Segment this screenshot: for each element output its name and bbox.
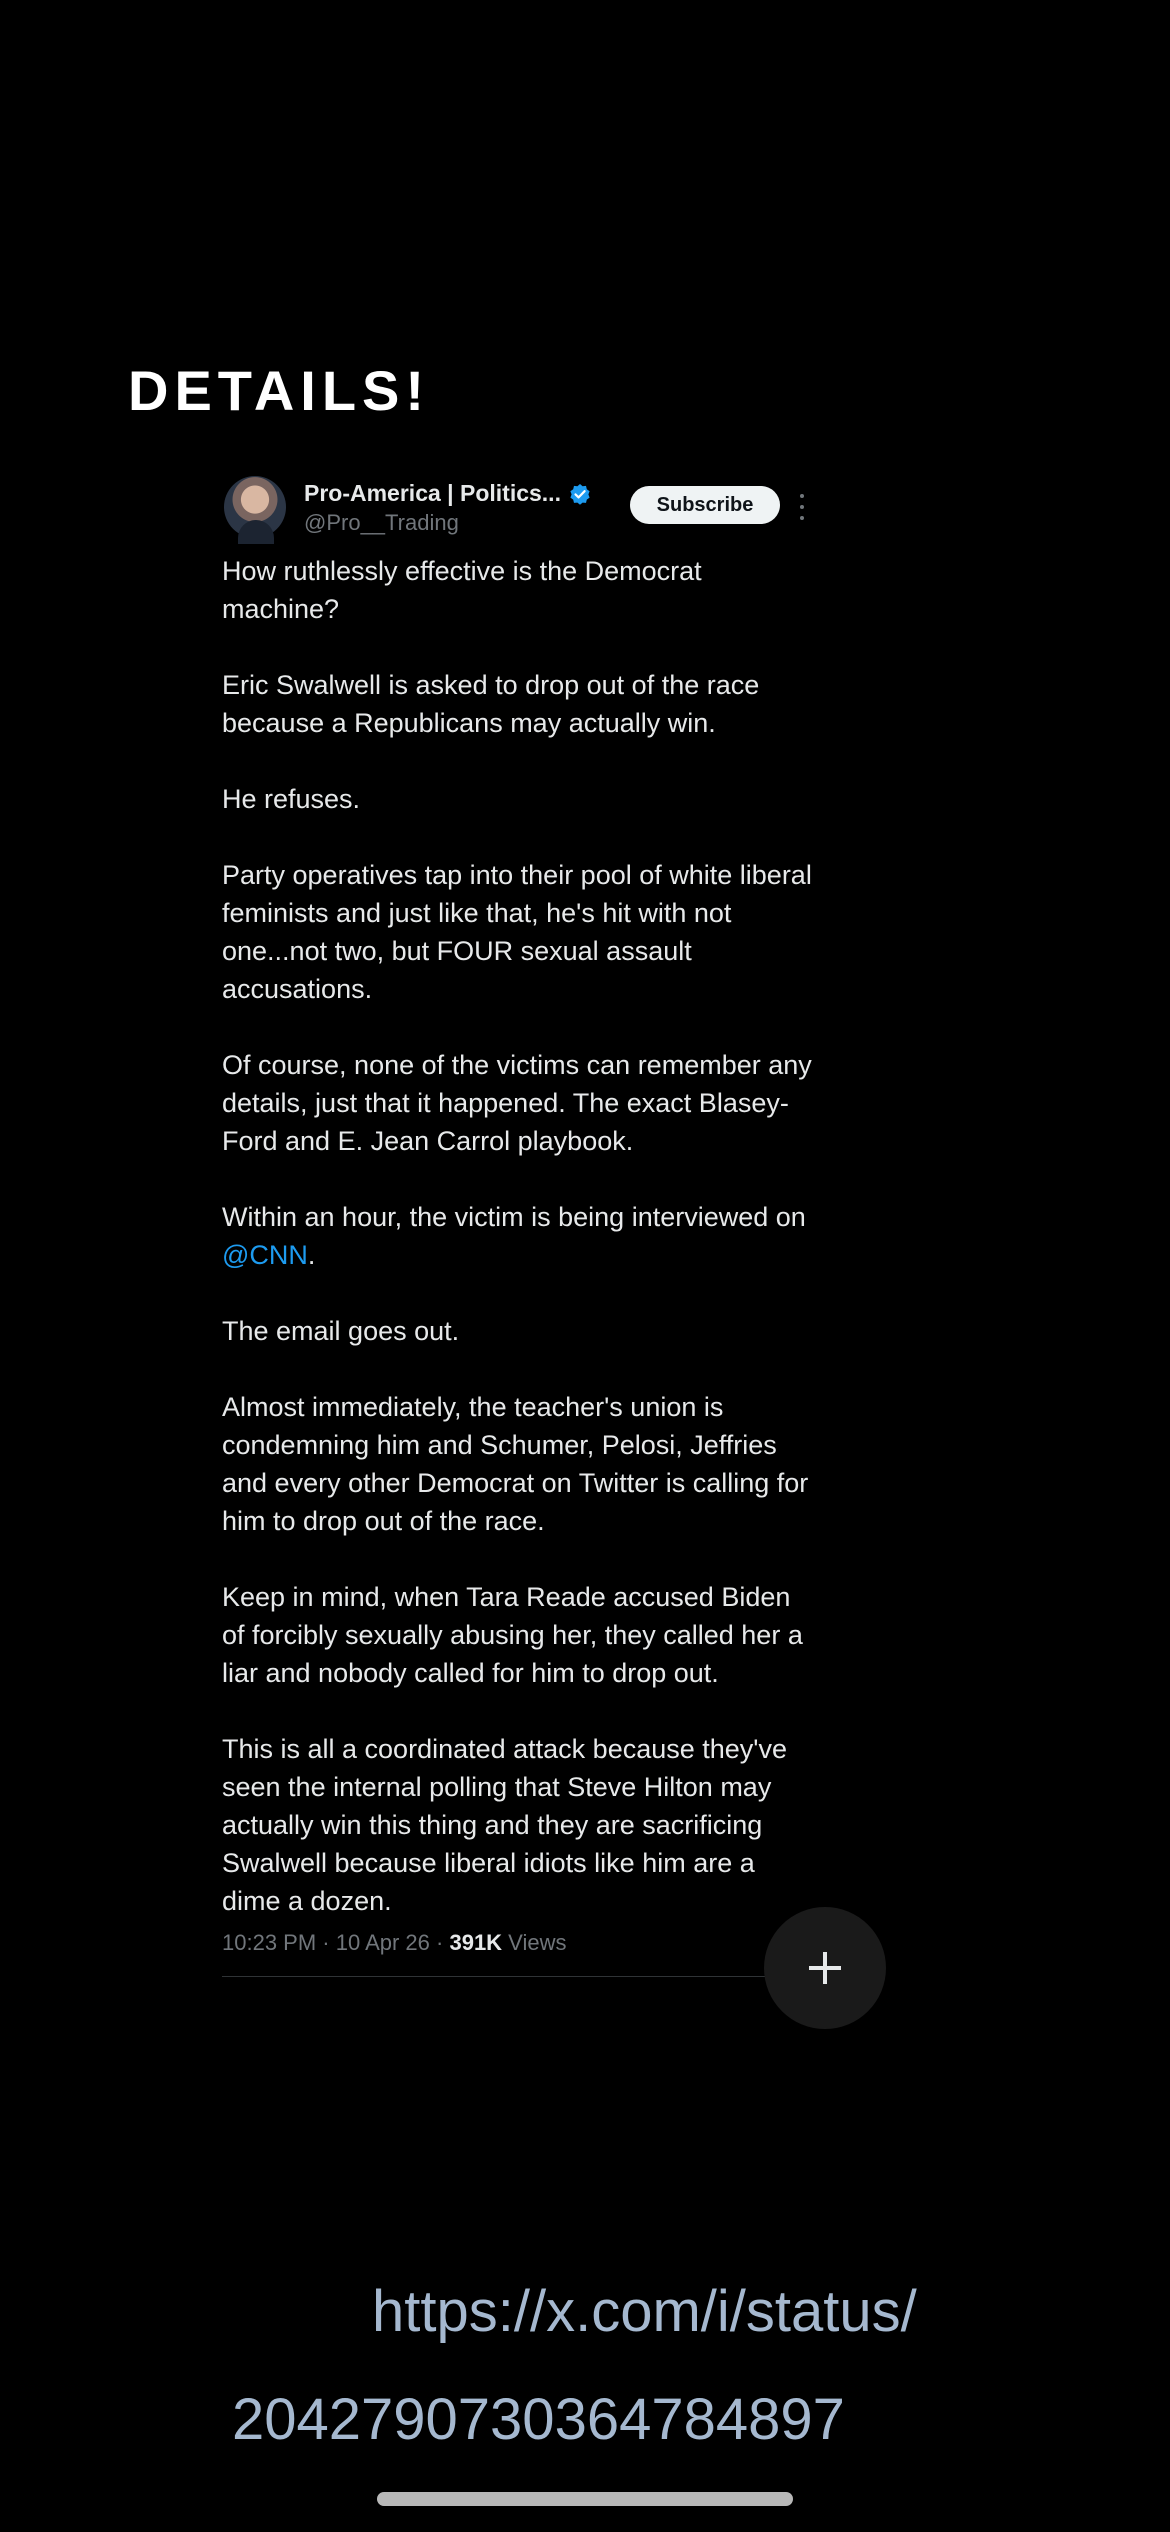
author-handle[interactable]: @Pro__Trading [304, 510, 459, 535]
status-url-line-1: https://x.com/i/status/ [372, 2279, 917, 2344]
post-paragraph: This is all a coordinated attack because they've seen the internal polling that Steve Hilton may actually win this thing and they are sacrificing Swalwell because liberal idiots like him are a dime a dozen. [222, 1734, 787, 1916]
post-text-fragment: . [307, 1240, 316, 1270]
divider [222, 1976, 818, 1977]
author-display-name[interactable]: Pro-America | Politics... [304, 480, 561, 506]
post-timestamp[interactable]: 10:23 PM · 10 Apr 26 · [222, 1930, 450, 1955]
post-paragraph: He refuses. [222, 784, 361, 814]
post-header [222, 472, 818, 544]
post-paragraph: Keep in mind, when Tara Reade accused Biden of forcibly sexually abusing her, they called her a liar and nobody called for him to drop out. [222, 1582, 803, 1688]
views-count: 391K [449, 1930, 503, 1955]
subscribe-button[interactable]: Subscribe [630, 486, 780, 524]
author-name-row[interactable] [304, 480, 591, 507]
compose-button[interactable] [764, 1907, 886, 2029]
post-paragraph: Party operatives tap into their pool of white liberal feminists and just like that, he's hit with not one...not two, but FOUR sexual assault accusations. [222, 860, 812, 1004]
post-paragraph: Almost immediately, the teacher's union is condemning him and Schumer, Pelosi, Jeffries and every other Democrat on Twitter is calling for him to drop out of the race. [222, 1392, 809, 1536]
post-paragraph: Of course, none of the victims can remember any details, just that it happened. The exact Blasey-Ford and E. Jean Carrol playbook. [222, 1050, 812, 1156]
post-text [222, 552, 818, 1920]
post-paragraph [222, 1198, 818, 1274]
views-label: Views [502, 1930, 567, 1955]
more-vertical-icon[interactable] [796, 494, 808, 520]
post-paragraph: Eric Swalwell is asked to drop out of the race because a Republicans may actually win. [222, 670, 760, 738]
post-paragraph: How ruthlessly effective is the Democrat machine? [222, 556, 702, 624]
post-paragraph: The email goes out. [222, 1316, 460, 1346]
post-meta [222, 1928, 818, 1958]
avatar[interactable] [224, 476, 286, 538]
post-text-fragment: Within an hour, the victim is being interviewed on [222, 1202, 806, 1232]
status-url-line-2: 2042790730364784897 [232, 2387, 845, 2452]
verified-badge-icon [569, 483, 591, 505]
embedded-post [222, 472, 818, 1977]
plus-icon [809, 1952, 841, 1984]
mention-link-cnn[interactable]: @CNN [222, 1240, 308, 1270]
home-indicator[interactable] [377, 2492, 793, 2506]
clipped-heading: DETAILS! [128, 359, 431, 422]
